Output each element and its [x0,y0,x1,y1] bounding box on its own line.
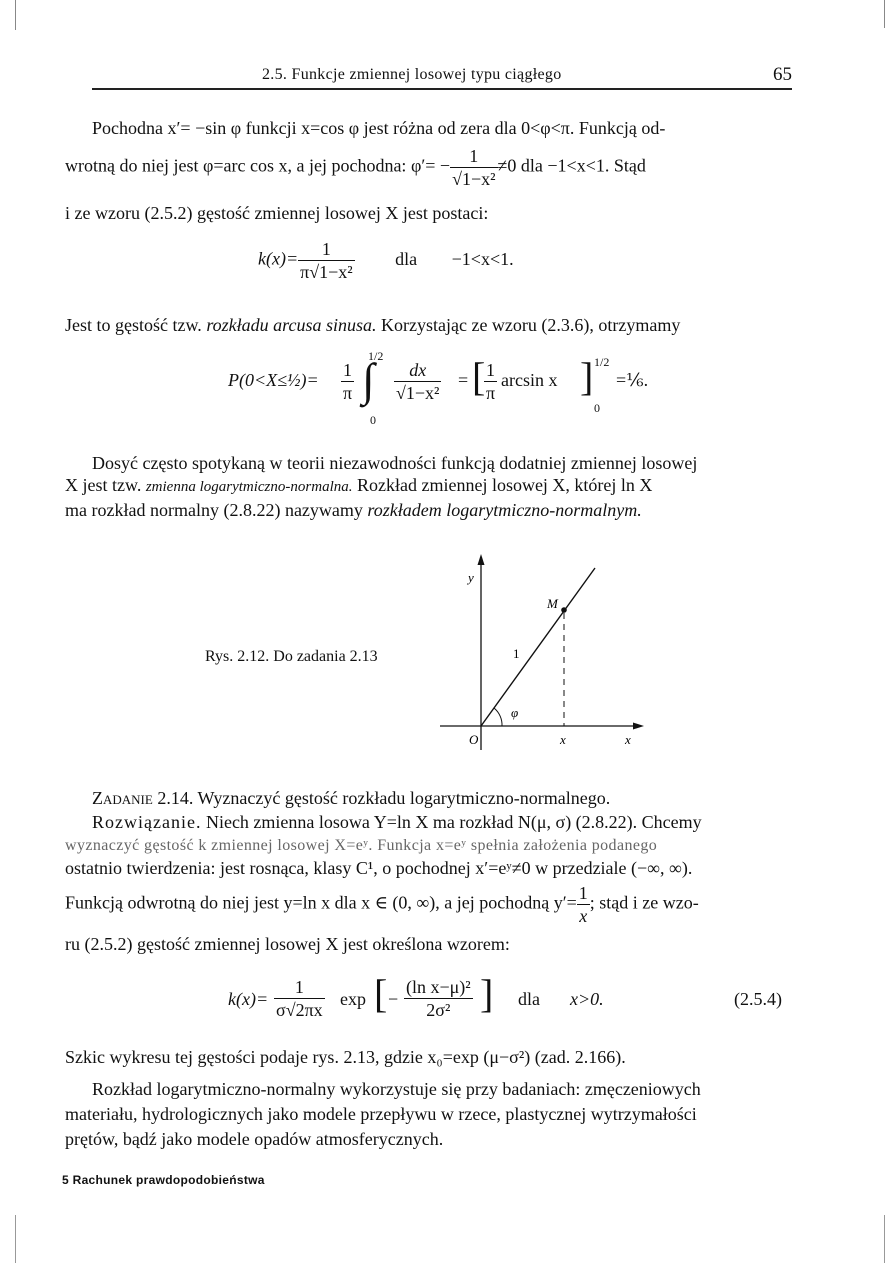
eq3-lhs: k(x)= [228,989,269,1009]
x-axis-arrow [633,723,644,730]
label-M: M [547,596,558,611]
task-line4-den: x [577,904,590,927]
angle-arc [494,708,502,726]
eq3-cond-word: dla [518,989,540,1009]
page-edge-right-bottom [884,1215,885,1263]
para3-line2-em: zmienna logarytmiczno-normalna. [145,479,353,495]
eq2-frac1-den: π [343,383,353,403]
eq2-func: arcsin x [501,370,558,390]
eq2-frac2 [484,359,497,404]
eq3-inner-den: 2σ² [404,998,473,1021]
para2-a: Jest to gęstość tzw. [65,315,202,335]
eq3-num: 1 [294,977,304,997]
figure-caption: Rys. 2.12. Do zadania 2.13 [205,648,378,665]
eq2-upper-limit: 1/2 [368,349,384,363]
para1-line2-a: wrotną do niej jest φ=arc cos x, a jej pochodna: φ′= − [65,155,451,176]
para4: Szkic wykresu tej gęstości podaje rys. 2.13, gdzie x₀=exp (μ−σ²) (zad. 2.166). [65,1047,626,1067]
para5-line2: materiału, hydrologicznych jako modele przepływu w rzece, plastycznej wytrzymałości [65,1104,697,1124]
eq2-bracket-lower: 0 [594,401,600,415]
para1-line1: Pochodna x′= −sin φ funkcji x=cos φ jest różna od zera dla 0<φ<π. Funkcją od- [92,118,666,138]
page-number: 65 [773,64,792,85]
eq2-frac2-num: 1 [486,360,496,380]
para1-frac-den: √1−x² [452,169,496,189]
figure-2-12 [440,550,660,755]
label-1: 1 [513,646,520,661]
equation-3 [228,966,808,1030]
right-bracket: ] [580,354,594,399]
eq1-cond-word: dla [395,248,418,269]
eq3-label: (2.5.4) [734,989,782,1009]
para3-line3-a: ma rozkład normalny (2.8.22) nazywamy [65,500,363,520]
label-y: y [468,570,474,585]
eq3-exp: exp [340,989,366,1009]
eq2-lower-limit: 0 [370,413,376,427]
task-line3: ostatnio twierdzenia: jest rosnąca, klasy C¹, o pochodnej x′=eʸ≠0 w przedziale (−∞, ∞). [65,858,693,878]
task-line4-num: 1 [578,883,588,903]
header-rule [92,88,792,90]
para2 [65,314,680,336]
eq3-den: σ√2πx [276,1000,323,1020]
eq3-inner-num: (ln x−μ)² [406,977,471,997]
label-x-tick: x [560,732,566,747]
para3-line3-em: rozkładem logarytmiczno-normalnym. [367,500,642,520]
eq2-lhs: P(0<X≤½)= [228,370,319,390]
para3-line2 [65,474,652,498]
task-line4-a: Funkcją odwrotną do niej jest y=ln x dla x ∈ (0, ∞), a jej pochodną y′= [65,892,577,913]
para3-line2-b: Rozkład zmiennej losowej X, której ln X [356,475,653,495]
eq3-fraction [274,976,325,1021]
eq3-inner-fraction [404,976,473,1021]
para2-b: Korzystając ze wzoru (2.3.6), otrzymamy [381,315,681,335]
task-line-faint: wyznaczyć gęstość k zmiennej losowej X=eʸ. Funkcja x=eʸ spełnia założenia podanego [65,837,658,854]
para3-line2-a: X jest tzw. [65,475,142,495]
para1-line3: i ze wzoru (2.5.2) gęstość zmiennej losowej X jest postaci: [65,203,489,223]
label-phi: φ [511,705,519,720]
eq2-bracket-upper: 1/2 [594,355,610,369]
footer-signature: 5 Rachunek prawdopodobieństwa [62,1173,265,1187]
para5-line3: prętów, bądź jako modele opadów atmosferycznych. [65,1129,444,1149]
eq2-frac1 [341,359,354,404]
page-edge-left-bottom [15,1215,16,1263]
task-title-prefix: Zadanie [92,788,153,808]
para5-line1: Rozkład logarytmiczno-normalny wykorzystuje się przy badaniach: zmęczeniowych [92,1079,701,1099]
task-line4-b: ; stąd i ze wzo- [589,892,699,913]
point-M [561,607,567,613]
integral-sign: ∫ [362,354,375,405]
eq2-integrand [394,359,441,404]
eq1-fraction [298,238,355,283]
section-title: 2.5. Funkcje zmiennej losowej typu ciągłego [262,66,562,83]
para1-frac-num: 1 [469,146,479,166]
task-line4 [65,882,699,927]
task-solution-line [92,811,702,833]
label-x-axis: x [625,732,631,747]
equation-1 [258,238,514,283]
y-axis-arrow [478,554,485,565]
eq2-result: =⅙. [616,370,649,390]
para3-line3 [65,499,642,521]
eq3-cond: x>0. [570,989,604,1009]
eq2-frac1-num: 1 [343,360,353,380]
task-title [92,787,610,809]
eq2-integrand-den: √1−x² [396,383,440,403]
solution-text: Niech zmienna losowa Y=ln X ma rozkład N(μ, σ) (2.8.22). Chcemy [205,812,702,832]
eq1-lhs: k(x)= [258,248,299,269]
solution-label: Rozwiązanie. [92,812,202,832]
eq2-integrand-num: dx [409,360,427,380]
eq1-cond: −1<x<1. [451,248,514,269]
left-bracket: [ [472,354,486,399]
eq1-den: π√1−x² [300,262,353,282]
para1-fraction [450,145,497,190]
para3-line1: Dosyć często spotykaną w teorii niezawodności funkcją dodatniej zmiennej losowej [92,453,698,473]
label-O: O [469,732,479,747]
eq2-frac2-den: π [486,383,496,403]
page-edge-right [884,0,885,28]
page-edge-left [15,0,16,30]
eq2-equals: = [458,370,469,390]
task-line4-fraction [577,882,590,927]
task-title-rest: 2.14. Wyznaczyć gęstość rozkładu logarytmiczno-normalnego. [157,788,611,808]
para2-em: rozkładu arcusa sinusa. [206,315,377,335]
running-header [92,66,792,88]
task-line5: ru (2.5.2) gęstość zmiennej losowej X jest określona wzorem: [65,934,510,954]
radius-line [481,568,595,726]
eq3-left-bracket: [ [374,971,388,1016]
para1-line2-b: ≠0 dla −1<x<1. Stąd [497,155,646,176]
eq1-num: 1 [321,239,331,259]
para1-line2 [65,145,646,190]
eq3-right-bracket: ] [480,971,494,1016]
eq3-minus: − [388,989,399,1009]
